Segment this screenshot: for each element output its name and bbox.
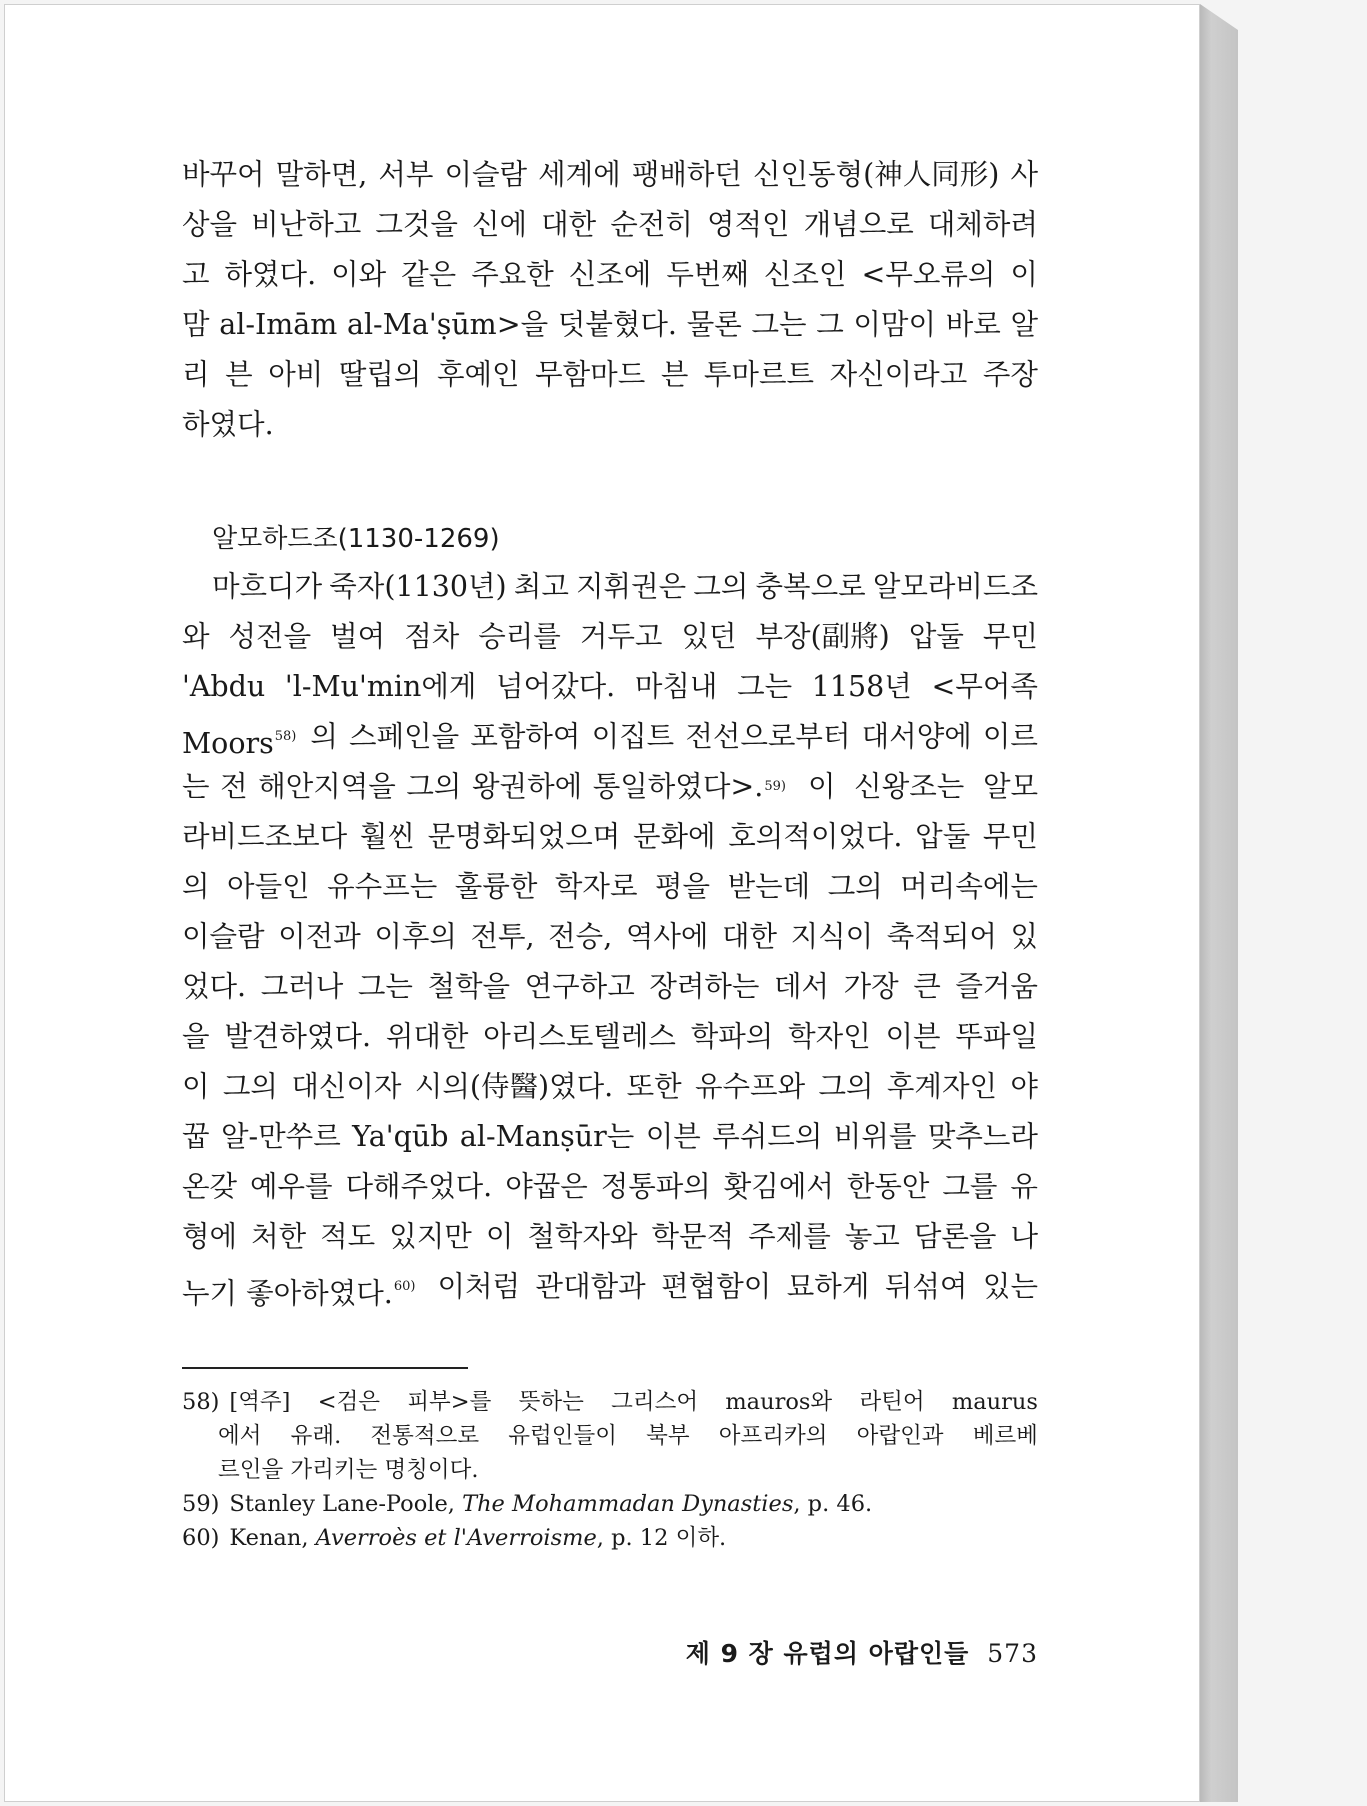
footnote-page: , p. 46.	[793, 1491, 873, 1517]
word: 즐거움	[955, 970, 1038, 1003]
word: 같은	[401, 258, 457, 291]
word: 아들인	[227, 870, 310, 903]
moors-word: Moors	[182, 727, 274, 760]
word: 이슬람	[444, 158, 528, 191]
text-line	[182, 612, 1038, 662]
text-line	[182, 712, 1038, 762]
chapter-title: 제 9 장 유럽의 아랍인들	[685, 1639, 970, 1668]
word: 신인동형(神人同形)	[753, 158, 1000, 191]
footnote-number: 60)	[182, 1525, 220, 1551]
word: 그의	[406, 770, 462, 803]
text-line	[182, 200, 1038, 250]
word: 후예인	[436, 358, 520, 391]
word: 개념으로	[803, 208, 914, 241]
word: 뜻하는	[518, 1389, 584, 1415]
word: 알모라비드조	[872, 570, 1038, 603]
word: 신에	[472, 208, 528, 241]
footnote-author: Kenan,	[229, 1525, 309, 1551]
word: 세계에	[538, 158, 621, 191]
footnote-line	[182, 1385, 1038, 1419]
word: <무오류의	[861, 258, 996, 291]
word: 문화에	[632, 820, 716, 853]
footnotes	[182, 1385, 1038, 1555]
word: 철학을	[427, 970, 511, 1003]
line-start: 누기 좋아하였다.	[182, 1277, 393, 1310]
word: 그를	[942, 1170, 998, 1203]
word: 대서양에	[861, 720, 972, 753]
word: 최고	[513, 570, 569, 603]
line-end	[808, 762, 1038, 812]
word: 에서	[218, 1423, 262, 1449]
word: 라틴어	[859, 1389, 925, 1415]
word: 알모	[982, 770, 1038, 803]
word: 신왕조는	[854, 770, 965, 803]
word: 순전히	[610, 208, 693, 241]
word: al-Imām	[219, 308, 338, 341]
word: 연구하고	[524, 970, 635, 1003]
word: 이르	[982, 720, 1038, 753]
word: 대한	[541, 208, 597, 241]
word: 그것을	[375, 208, 458, 241]
word: 딸립의	[338, 358, 422, 391]
text-line	[182, 250, 1038, 300]
word: 맘	[182, 308, 210, 341]
word: 전	[220, 770, 248, 803]
word: 죽자(1130년)	[329, 570, 507, 603]
word: maurus	[951, 1389, 1038, 1415]
word: 의	[182, 870, 210, 903]
word: 는	[182, 770, 210, 803]
word: 그는	[751, 308, 807, 341]
footnote-number: 58)	[182, 1389, 220, 1415]
word: 을	[182, 1020, 210, 1053]
word: 맞추느라	[927, 1120, 1038, 1153]
word: 'l-Mu'min에게	[284, 670, 477, 703]
word: 전승,	[548, 920, 613, 953]
word: 와	[182, 620, 210, 653]
word: 이븐	[645, 1120, 701, 1153]
word: 유럽인들이	[508, 1423, 617, 1449]
text-line	[182, 1062, 1038, 1112]
word: 전선으로부터	[685, 720, 851, 753]
word: 아랍인과	[856, 1423, 944, 1449]
footnote-number: 59)	[182, 1491, 220, 1517]
word: <검은	[317, 1389, 381, 1415]
text-line	[182, 812, 1038, 862]
word: 이븐	[885, 1020, 941, 1053]
word: 라비드조보다	[182, 820, 348, 853]
word: 포함하여	[470, 720, 581, 753]
word: <무어족	[931, 670, 1038, 703]
word: 그의	[818, 1070, 874, 1103]
text-line	[182, 912, 1038, 962]
word: 팽배하던	[631, 158, 742, 191]
word: 그의	[693, 570, 749, 603]
footnote-line	[182, 1487, 1038, 1521]
word: 벌여	[330, 620, 386, 653]
word: 베르베	[972, 1423, 1038, 1449]
word: 바로	[945, 308, 1001, 341]
word: 있는	[982, 1270, 1038, 1303]
text-line	[182, 1212, 1038, 1262]
word: mauros와	[725, 1389, 833, 1415]
word: 그는	[357, 970, 413, 1003]
footnote-page: , p. 12 이하.	[596, 1525, 727, 1551]
footnote-text	[229, 1385, 1038, 1419]
word: 정통파의	[600, 1170, 711, 1203]
word: 유래.	[290, 1423, 342, 1449]
word: al-Ma'ṣūm>을	[346, 308, 549, 341]
word: 서부	[378, 158, 434, 191]
word: 이후의	[374, 920, 457, 953]
word: 무민	[982, 620, 1038, 653]
word: 거두고	[579, 620, 663, 653]
text-line	[182, 962, 1038, 1012]
footnote-line: 르인을 가리키는 명칭이다.	[218, 1457, 479, 1483]
footnote-title: Averroès et l'Averroisme	[315, 1525, 597, 1551]
word: 그의	[222, 1070, 278, 1103]
line-end	[437, 1262, 1038, 1312]
word: al-Manṣūr는	[459, 1120, 635, 1153]
word: 'Abdu	[182, 670, 266, 703]
section-heading: 알모하드조(1130-1269)	[212, 524, 500, 554]
word: 묘하게	[786, 1270, 870, 1303]
page-number: 573	[987, 1639, 1038, 1668]
word: 예우를	[250, 1170, 333, 1203]
word: 알-만쑤르	[220, 1120, 341, 1153]
word: 압둘	[908, 620, 964, 653]
text-line	[182, 1262, 1038, 1312]
word: 물론	[686, 308, 742, 341]
word: 철학자와	[527, 1220, 638, 1253]
word: Ya'qūb	[352, 1120, 449, 1153]
word: 비위를	[833, 1120, 917, 1153]
footnote-58	[182, 1385, 1038, 1487]
word: 승리를	[478, 620, 561, 653]
word: 이와	[331, 258, 387, 291]
word: 비난하고	[251, 208, 362, 241]
word: 야	[1010, 1070, 1038, 1103]
word: 마흐디가	[212, 570, 323, 603]
word: 전투,	[470, 920, 535, 953]
word: 지휘권은	[576, 570, 687, 603]
word: 온갖	[182, 1170, 238, 1203]
word: 상을	[182, 208, 238, 241]
footnote-ref-60[interactable]: 60)	[393, 1279, 416, 1294]
footnote-59	[182, 1487, 1038, 1521]
word: 있지만	[389, 1220, 472, 1253]
word: 유수프와	[695, 1070, 806, 1103]
word: 아비	[268, 358, 324, 391]
text-line	[182, 662, 1038, 712]
word: 이처럼	[437, 1270, 521, 1303]
text-line	[182, 862, 1038, 912]
word: 압둘	[915, 820, 971, 853]
word: 사	[1010, 158, 1038, 191]
running-footer	[686, 1634, 1038, 1670]
word: 부장(副將)	[755, 620, 890, 653]
word: 또한	[626, 1070, 682, 1103]
word: 꿉	[182, 1120, 210, 1153]
text-line	[182, 762, 1038, 812]
word: [역주]	[229, 1389, 291, 1415]
word: 대한	[722, 920, 778, 953]
footnote-title: The Mohammadan Dynasties	[462, 1491, 794, 1517]
paragraph-2	[182, 562, 1038, 1312]
word: 학자인	[788, 1020, 871, 1053]
word: 발견하였다.	[224, 1020, 372, 1053]
word: 해안지역을	[258, 770, 396, 803]
word: 루쉬드의	[712, 1120, 823, 1153]
word: 이맘이	[853, 308, 936, 341]
word: 훨씬	[359, 820, 415, 853]
word: 평을	[655, 870, 711, 903]
word: 그는	[737, 670, 793, 703]
word: 위대한	[385, 1020, 469, 1053]
word: 마침내	[634, 670, 718, 703]
word: 관대함과	[535, 1270, 646, 1303]
word: 가장	[843, 970, 899, 1003]
word: 두번째	[666, 258, 749, 291]
word: 전통적으로	[370, 1423, 480, 1449]
footnote-ref-58[interactable]: 58)	[274, 729, 297, 744]
word: 무함마드	[535, 358, 646, 391]
word: 학자로	[554, 870, 638, 903]
text-line: 하였다.	[182, 408, 274, 441]
line-start	[182, 762, 763, 812]
word: 투마르트	[703, 358, 815, 391]
word: 아리스토텔레스	[483, 1020, 676, 1053]
word: 덧붙혔다.	[557, 308, 677, 341]
word: 이	[485, 1220, 514, 1253]
word: 축적되어	[886, 920, 997, 953]
word: 그리스어	[611, 1389, 699, 1415]
word: 처한	[251, 1220, 307, 1253]
word: 편협함이	[661, 1270, 772, 1303]
word: 었다.	[182, 970, 247, 1003]
text-line	[182, 350, 1038, 400]
word: 훌륭한	[454, 870, 538, 903]
word: 뒤섞여	[884, 1270, 968, 1303]
word: 그	[816, 308, 844, 341]
word: 시의(侍醫)였다.	[414, 1070, 614, 1103]
word: 이	[1010, 258, 1038, 291]
word: 장려하는	[649, 970, 760, 1003]
text-line	[182, 562, 1038, 612]
word: 놓고	[844, 1220, 900, 1253]
text-line	[182, 1112, 1038, 1162]
word: 학파의	[690, 1020, 774, 1053]
word: 있	[1010, 920, 1038, 953]
word: 아프리카의	[718, 1423, 828, 1449]
word: 큰	[913, 970, 941, 1003]
word: 점차	[404, 620, 460, 653]
word: 홧김에서	[723, 1170, 834, 1203]
word: 머리속에는	[900, 870, 1038, 903]
word: 바꾸어	[182, 158, 265, 191]
word: 신조인	[763, 258, 847, 291]
word: 이	[182, 1070, 210, 1103]
word: 신조에	[568, 258, 652, 291]
footnote-ref-59[interactable]: 59)	[764, 779, 786, 794]
footnote-author: Stanley Lane-Poole,	[229, 1491, 455, 1517]
word: 유수프는	[327, 870, 438, 903]
word: 이	[808, 770, 836, 803]
word: 무민	[982, 820, 1038, 853]
page-edge-shadow	[1200, 4, 1238, 1802]
text-line	[182, 150, 1038, 200]
word: 있던	[681, 620, 737, 653]
paragraph-1	[182, 150, 1038, 450]
word: 대신이자	[291, 1070, 402, 1103]
text-line	[182, 1012, 1038, 1062]
word: 데서	[774, 970, 830, 1003]
text-line	[182, 300, 1038, 350]
word: 북부	[646, 1423, 690, 1449]
word: 나	[1010, 1220, 1038, 1253]
word: 말하면,	[275, 158, 368, 191]
word: 이집트	[591, 720, 675, 753]
footnote-line	[182, 1419, 1038, 1453]
word: 야꿉은	[505, 1170, 588, 1203]
line-rest	[310, 712, 1038, 762]
word: 스페인을	[349, 720, 460, 753]
word: 통일하였다>.	[592, 770, 764, 803]
word: 성전을	[228, 620, 312, 653]
word: 주제를	[748, 1220, 831, 1253]
word: 의	[310, 720, 338, 753]
word: 담론을	[913, 1220, 997, 1253]
word: 왕권하에	[472, 770, 583, 803]
word: 이전과	[278, 920, 361, 953]
word: 이슬람	[182, 920, 265, 953]
word: 븐	[225, 358, 253, 391]
word: 형에	[182, 1220, 238, 1253]
word: 자신이라고	[829, 358, 968, 391]
word: 영적인	[706, 208, 790, 241]
text-line	[182, 1162, 1038, 1212]
footnote-separator	[182, 1367, 468, 1369]
word: 대체하려	[927, 208, 1038, 241]
word: 역사에	[625, 920, 709, 953]
word: 유	[1010, 1170, 1038, 1203]
word: 적도	[320, 1220, 376, 1253]
word: 충복으로	[755, 570, 866, 603]
word: 받는데	[727, 870, 811, 903]
word: 뚜파일	[955, 1020, 1038, 1053]
word: 피부>를	[407, 1389, 492, 1415]
word: 고	[182, 258, 210, 291]
word: 그러나	[260, 970, 344, 1003]
word: 그의	[827, 870, 883, 903]
word: 븐	[660, 358, 689, 391]
footnote-60	[182, 1521, 1038, 1555]
word: 주요한	[471, 258, 554, 291]
footnote-line	[182, 1521, 1038, 1555]
word: 다해주었다.	[345, 1170, 493, 1203]
word: 알	[1010, 308, 1038, 341]
word: 하였다.	[224, 258, 317, 291]
word: 문명화되었으며	[427, 820, 621, 853]
word: 한동안	[846, 1170, 930, 1203]
word: 리	[182, 358, 210, 391]
word: 1158년	[811, 670, 912, 703]
word: 지식이	[790, 920, 874, 953]
word: 넘어갔다.	[496, 670, 616, 703]
word: 후계자인	[886, 1070, 998, 1103]
word: 주장	[982, 358, 1038, 391]
word: 호의적이었다.	[728, 820, 903, 853]
word: 학문적	[651, 1220, 735, 1253]
